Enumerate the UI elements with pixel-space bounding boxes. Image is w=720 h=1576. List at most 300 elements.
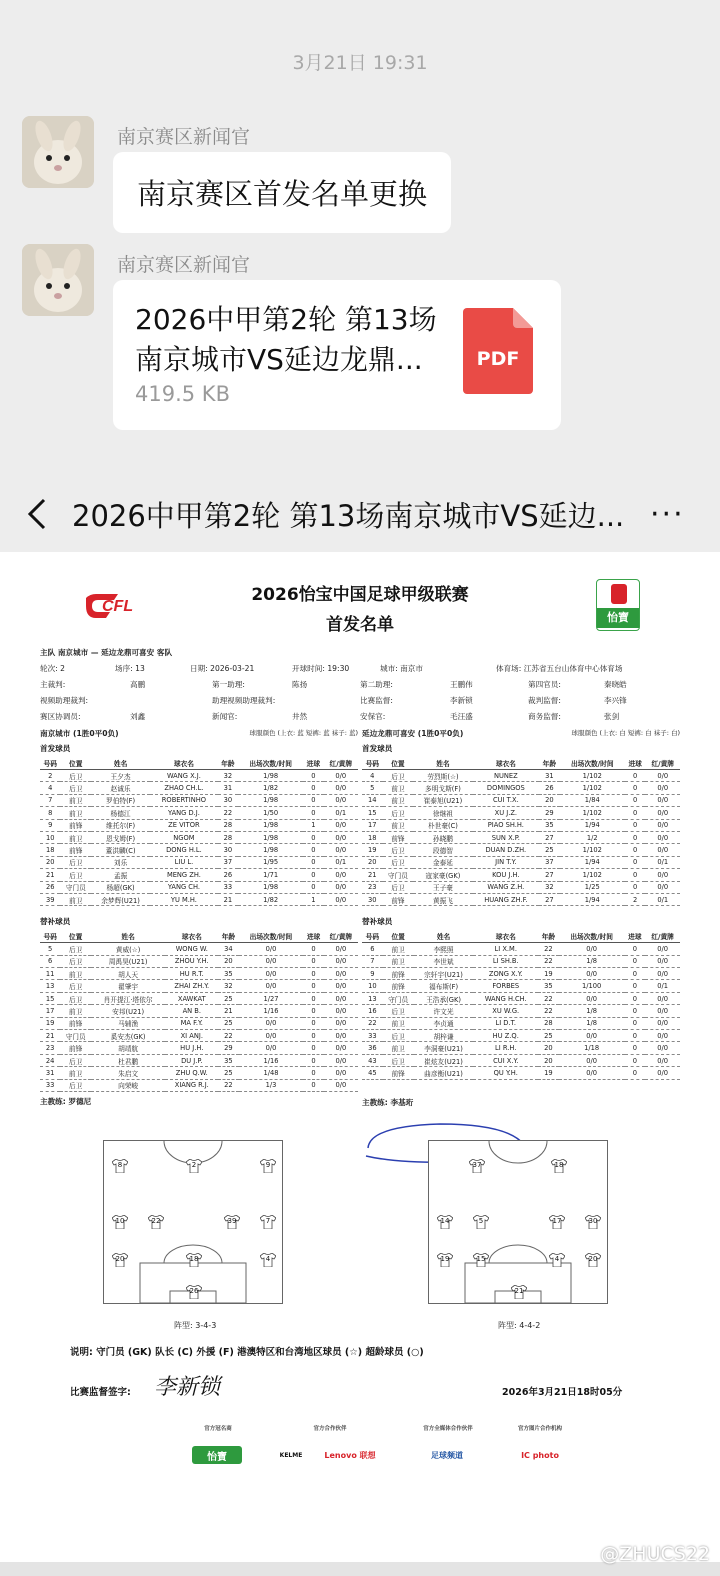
table-cell: 0/0 (324, 893, 358, 905)
table-cell: 32 (218, 770, 238, 782)
message-timestamp: 3月21日 19:31 (292, 52, 428, 74)
info-value: 刘鑫 (130, 712, 146, 721)
table-cell: 4 (362, 770, 383, 782)
table-cell: 25 (218, 992, 238, 1004)
table-row (40, 955, 358, 967)
player-number: 22 (151, 1217, 161, 1225)
table-cell: 7 (40, 794, 60, 806)
table-cell: 后卫 (383, 1030, 414, 1042)
table-cell: 1/98 (238, 844, 303, 856)
table-cell: 1/98 (238, 794, 303, 806)
table-cell: 杨德江 (91, 807, 150, 819)
table-cell: 0 (625, 869, 646, 881)
pitch-player (549, 1215, 565, 1229)
table-cell: 前卫 (60, 807, 91, 819)
table-cell: ZONG X.Y. (473, 968, 538, 980)
file-message-bubble[interactable] (113, 280, 561, 430)
table-cell: 李贞通 (414, 1017, 474, 1029)
table-cell: 0 (625, 1054, 646, 1066)
table-cell: 33 (362, 1030, 383, 1042)
more-icon[interactable]: ··· (650, 497, 685, 532)
pitch-player (437, 1215, 453, 1229)
player-number: 2 (191, 1161, 197, 1169)
table-cell: 后卫 (60, 856, 91, 868)
table-cell: WANG H.CH. (473, 992, 538, 1004)
table-cell: 0 (303, 943, 323, 955)
column-header: 进球 (303, 930, 323, 943)
table-cell: 1/98 (238, 831, 303, 843)
table-cell: 守门员 (60, 1030, 91, 1042)
column-header: 球衣名 (473, 930, 538, 943)
table-cell: 1/82 (238, 893, 303, 905)
legend: 说明: 守门员 (GK) 队长 (C) 外援 (F) 港澳特区和台湾地区球员 (☆) 超龄球员 (○) (70, 1347, 424, 1358)
supervisor-signature: 李新锁 (154, 1375, 221, 1400)
table-cell: 22 (362, 1017, 383, 1029)
table-cell: 1 (303, 893, 323, 905)
table-cell: 维托尔(F) (91, 819, 150, 831)
table-cell: 0/0 (324, 794, 358, 806)
column-header: 号码 (362, 930, 383, 943)
table-cell: 1/8 (559, 1005, 625, 1017)
table-cell: 29 (218, 1042, 238, 1054)
away-team-line: 延边龙鼎可喜安 (1胜0平0负) (362, 729, 464, 738)
table-cell: 27 (539, 893, 560, 905)
info-label: 安保官: (360, 712, 386, 721)
table-cell: 0/0 (324, 881, 358, 893)
table-cell: 0 (625, 1067, 646, 1079)
table-cell: 0 (303, 782, 323, 794)
table-cell: 1/50 (238, 807, 303, 819)
table-cell: 0 (303, 807, 323, 819)
table-row (362, 1030, 680, 1042)
table-cell: 1/102 (560, 770, 625, 782)
home-formation-pitch (103, 1140, 283, 1304)
table-cell: ZHAO CH.L. (150, 782, 218, 794)
table-header (362, 757, 680, 770)
player-number: 20 (115, 1255, 125, 1263)
home-coach-label: 主教练: (40, 1096, 66, 1106)
info-value: 陈扬 (292, 680, 308, 689)
table-cell: FORBES (473, 980, 538, 992)
partner-logo-football-channel: 足球频道 (431, 1450, 463, 1460)
partner-title: 官方冠名商 (204, 1426, 232, 1432)
table-cell: CUI X.Y. (473, 1054, 538, 1066)
table-cell: LIU L. (150, 856, 218, 868)
table-cell: 安邦(U21) (91, 1005, 165, 1017)
pitch-player (260, 1215, 276, 1229)
home-team-line: 南京城市 (1胜0平0负) (40, 729, 119, 738)
column-header: 红/黄牌 (645, 930, 680, 943)
table-cell: 25 (218, 1067, 238, 1079)
table-cell: 10 (362, 980, 383, 992)
table-cell: 1/102 (560, 869, 625, 881)
table-cell: 1/102 (560, 782, 625, 794)
table-cell: 马辅渔 (91, 1017, 165, 1029)
table-cell: SUN X.P. (473, 831, 539, 843)
table-cell: 0/0 (324, 1079, 358, 1091)
table-cell: 劳烈斯(☆) (413, 770, 472, 782)
table-cell: 0/1 (645, 980, 680, 992)
table-cell: 1/102 (560, 807, 625, 819)
table-cell: 21 (218, 893, 238, 905)
viewer-title: 2026中甲第2轮 第13场南京城市VS延边... (72, 499, 625, 533)
table-cell: 许文光 (414, 1005, 474, 1017)
chevron-left-icon[interactable] (22, 494, 52, 534)
table-cell: 向荣峻 (91, 1079, 165, 1091)
pitch-player (112, 1159, 128, 1173)
table-cell: 2 (625, 893, 646, 905)
away-formation: 阵型: 4-4-2 (498, 1321, 541, 1330)
table-cell: 1/98 (238, 770, 303, 782)
column-header: 号码 (40, 757, 60, 770)
table-cell: 1/94 (560, 856, 625, 868)
table-cell: 0/0 (559, 968, 625, 980)
table-cell: 后卫 (60, 1079, 91, 1091)
player-number: 15 (476, 1255, 486, 1263)
table-cell: 0 (303, 1030, 323, 1042)
info-value: 高鹏 (130, 680, 146, 689)
table-cell: 22 (538, 943, 559, 955)
table-cell: 35 (538, 980, 559, 992)
table-cell: 0/0 (645, 844, 680, 856)
table-cell: 前卫 (60, 893, 91, 905)
sender-avatar[interactable] (22, 116, 94, 188)
away-starters-body (362, 770, 680, 906)
table-cell: 0/0 (324, 770, 358, 782)
table-row (40, 844, 358, 856)
table-cell: 4 (40, 782, 60, 794)
table-row (362, 856, 680, 868)
partner-logo-lenovo: Lenovo 联想 (324, 1450, 376, 1460)
table-cell: 24 (40, 1054, 60, 1066)
table-cell: 0/0 (645, 782, 680, 794)
table-cell: 9 (40, 819, 60, 831)
table-cell: AN B. (165, 1005, 218, 1017)
player-number: 20 (588, 1255, 598, 1263)
sponsor-text: 怡寶 (597, 608, 639, 628)
table-cell: 37 (218, 856, 238, 868)
table-cell: WANG X.J. (150, 770, 218, 782)
table-cell: ZHOU Y.H. (165, 955, 218, 967)
table-cell: 0 (625, 1042, 646, 1054)
table-cell: 37 (539, 856, 560, 868)
pitch-player (112, 1215, 128, 1229)
info-value: 井然 (292, 712, 308, 721)
column-header: 红/黄牌 (324, 930, 358, 943)
table-cell: 0/0 (324, 955, 358, 967)
table-row (40, 992, 358, 1004)
table-cell: 13 (40, 980, 60, 992)
table-cell: 0/0 (239, 955, 304, 967)
table-cell: 11 (40, 968, 60, 980)
table-row (362, 968, 680, 980)
table-row (40, 1017, 358, 1029)
info-label: 第二助理: (360, 680, 393, 689)
table-cell: 前卫 (383, 955, 414, 967)
table-row (362, 992, 680, 1004)
table-cell: 1/94 (560, 819, 625, 831)
player-number: 4 (265, 1255, 271, 1263)
table-cell: 21 (218, 1005, 238, 1017)
table-cell: 1/95 (238, 856, 303, 868)
table-cell: 崔泰旭(U21) (413, 794, 472, 806)
table-cell: 23 (362, 881, 383, 893)
table-cell: 1 (303, 819, 323, 831)
table-cell: 曲彦衡(U21) (414, 1067, 474, 1079)
table-cell: 后卫 (383, 881, 414, 893)
table-cell: 0 (625, 770, 646, 782)
table-cell: 25 (218, 1017, 238, 1029)
doc-title: 2026怡宝中国足球甲级联赛 (251, 585, 469, 605)
table-header (40, 757, 358, 770)
column-header: 位置 (383, 930, 414, 943)
table-cell: 0/0 (324, 819, 358, 831)
table-cell: 20 (362, 856, 383, 868)
info-label: 视频助理裁判: (40, 696, 89, 705)
table-cell: 0 (303, 992, 323, 1004)
table-cell: 0/0 (645, 968, 680, 980)
table-cell: 0/0 (645, 1005, 680, 1017)
table-cell: 0/0 (645, 831, 680, 843)
table-cell: 黄振飞 (413, 893, 472, 905)
table-cell: 0 (625, 1030, 646, 1042)
watermark: @ZHUCS22 (600, 1543, 710, 1565)
pitch-player (186, 1253, 202, 1267)
player-number: 30 (588, 1217, 598, 1225)
table-cell: 0 (625, 943, 646, 955)
table-row (362, 881, 680, 893)
table-cell: 孙晓鹏 (413, 831, 472, 843)
column-header: 姓名 (414, 930, 474, 943)
table-cell: 20 (40, 856, 60, 868)
supervisor-label: 比赛监督签字: (70, 1387, 131, 1398)
table-cell: 后卫 (60, 770, 91, 782)
table-cell: 0/0 (645, 869, 680, 881)
table-row (40, 1030, 358, 1042)
table-cell: 15 (40, 992, 60, 1004)
table-cell: YANG D.J. (150, 807, 218, 819)
table-cell: CUI T.X. (473, 794, 539, 806)
pitch-player (585, 1253, 601, 1267)
table-cell: XIANG R.J. (165, 1079, 218, 1091)
table-cell: JIN T.Y. (473, 856, 539, 868)
table-cell: 0/0 (645, 770, 680, 782)
player-number: 5 (478, 1217, 484, 1225)
table-cell: 25 (538, 1030, 559, 1042)
table-cell: 李熙照 (414, 943, 474, 955)
home-starters-label: 首发球员 (40, 744, 71, 753)
column-header: 进球 (625, 930, 646, 943)
table-row (362, 943, 680, 955)
sender-avatar[interactable] (22, 244, 94, 316)
table-cell: 26 (40, 881, 60, 893)
table-cell: 0/0 (645, 1067, 680, 1079)
table-cell: 前卫 (383, 782, 414, 794)
info-match-no: 场序: 13 (115, 664, 145, 673)
table-row (362, 831, 680, 843)
table-cell: 30 (218, 794, 238, 806)
table-cell: 19 (362, 844, 383, 856)
table-cell: 36 (362, 1042, 383, 1054)
table-row (40, 807, 358, 819)
table-cell: 后卫 (60, 869, 91, 881)
table-cell: ZHU Q.W. (165, 1067, 218, 1079)
table-cell: 前锋 (383, 980, 414, 992)
table-cell: 后卫 (383, 844, 414, 856)
table-cell: ZHAI ZH.Y. (165, 980, 218, 992)
away-starters-table (362, 757, 680, 906)
table-cell: 0/0 (239, 943, 304, 955)
table-row (40, 1042, 358, 1054)
table-cell: 0 (303, 1079, 323, 1091)
table-cell: 22 (218, 807, 238, 819)
table-row (362, 782, 680, 794)
table-cell: 福布斯(F) (414, 980, 474, 992)
table-cell: XU J.Z. (473, 807, 539, 819)
table-cell: LI R.H. (473, 1042, 538, 1054)
away-starters-label: 首发球员 (362, 744, 393, 753)
table-cell: 黄威(☆) (91, 943, 165, 955)
info-value: 张剑 (604, 712, 620, 721)
table-cell: 7 (362, 955, 383, 967)
table-cell: 0/0 (324, 943, 358, 955)
table-cell: 前锋 (60, 1042, 91, 1054)
table-cell: 奚安杰(GK) (91, 1030, 165, 1042)
pitch-player (549, 1253, 565, 1267)
table-cell: 周禹昊(U21) (91, 955, 165, 967)
table-cell: 1/94 (560, 893, 625, 905)
table-cell: 0/0 (239, 1030, 304, 1042)
table-cell: 前卫 (60, 831, 91, 843)
table-cell: 0/0 (645, 794, 680, 806)
table-cell: 0 (303, 968, 323, 980)
table-row (40, 968, 358, 980)
table-cell: 28 (538, 1017, 559, 1029)
table-cell: 金泰延 (413, 856, 472, 868)
table-cell: 前卫 (383, 794, 414, 806)
table-cell: 19 (538, 1067, 559, 1079)
table-cell: 0/0 (324, 1054, 358, 1066)
table-cell: 前锋 (383, 893, 414, 905)
table-cell: 董洪麟(C) (91, 844, 150, 856)
table-cell: 0 (625, 807, 646, 819)
pitch-player (469, 1159, 485, 1173)
pdf-document (0, 552, 720, 1562)
table-cell: 王浩承(GK) (414, 992, 474, 1004)
pitch-player (551, 1159, 567, 1173)
table-cell: 0/0 (324, 968, 358, 980)
table-cell: 后卫 (383, 807, 414, 819)
column-header: 红/黄牌 (645, 757, 680, 770)
table-cell: 20 (538, 1054, 559, 1066)
table-cell: YANG CH. (150, 881, 218, 893)
pitch-player (186, 1285, 202, 1299)
signed-at: 2026年3月21日18时05分 (502, 1387, 623, 1398)
player-number: 21 (514, 1287, 524, 1295)
info-date: 日期: 2026-03-21 (190, 664, 255, 673)
table-cell: 0/0 (645, 881, 680, 893)
table-cell: 朱启文 (91, 1067, 165, 1079)
table-cell: 0/0 (645, 819, 680, 831)
table-cell: 1/98 (238, 819, 303, 831)
table-cell: 0 (625, 980, 646, 992)
table-cell: 27 (539, 869, 560, 881)
pitch-player (224, 1215, 240, 1229)
file-size: 419.5 KB (135, 382, 230, 406)
player-number: 14 (440, 1217, 450, 1225)
table-cell: 14 (362, 794, 383, 806)
table-cell: 0/0 (239, 968, 304, 980)
table-cell: 0/0 (645, 955, 680, 967)
table-cell: 前锋 (383, 831, 414, 843)
table-cell: 后卫 (383, 770, 414, 782)
info-label: 助理视频助理裁判: (212, 696, 276, 705)
table-cell: 0/0 (324, 831, 358, 843)
column-header: 球衣名 (473, 757, 539, 770)
table-cell: 0/0 (559, 1030, 625, 1042)
table-cell: 0/0 (645, 1017, 680, 1029)
doc-subtitle: 首发名单 (326, 615, 394, 635)
table-cell: 守门员 (383, 869, 414, 881)
info-value: 秦晓皓 (604, 680, 627, 689)
table-cell: 0/0 (559, 1054, 625, 1066)
player-number: 19 (440, 1255, 450, 1263)
table-cell: XU W.G. (473, 1005, 538, 1017)
info-value: 李兴锋 (604, 696, 627, 705)
table-cell: 1/98 (238, 881, 303, 893)
table-cell: MA F.Y. (165, 1017, 218, 1029)
table-cell: 31 (218, 782, 238, 794)
table-cell: 前卫 (383, 1017, 414, 1029)
table-cell: 段德智 (413, 844, 472, 856)
table-cell: 43 (362, 1054, 383, 1066)
table-cell: 13 (362, 992, 383, 1004)
home-coach: 罗德尼 (68, 1096, 92, 1106)
table-cell: 0/0 (324, 992, 358, 1004)
table-cell: 1/100 (559, 980, 625, 992)
table-cell: 0 (303, 1017, 323, 1029)
table-cell: 后卫 (60, 1054, 91, 1066)
column-header: 号码 (40, 930, 60, 943)
text-message-bubble[interactable] (113, 152, 451, 233)
away-subs-table (362, 930, 680, 1079)
table-cell: 25 (539, 844, 560, 856)
table-cell: ROBERTINHO (150, 794, 218, 806)
table-cell: 0/0 (559, 992, 625, 1004)
table-cell: HU J.H. (165, 1042, 218, 1054)
info-value: 李新锁 (450, 696, 473, 705)
table-cell: 21 (40, 869, 60, 881)
info-value: 王鹏伟 (450, 680, 473, 689)
table-cell: NUNEZ (473, 770, 539, 782)
table-cell: 35 (539, 819, 560, 831)
table-row (40, 881, 358, 893)
table-cell: 1/82 (238, 782, 303, 794)
column-header: 球衣名 (150, 757, 218, 770)
table-cell: DOMINGOS (473, 782, 539, 794)
info-label: 商务监督: (528, 712, 561, 721)
table-cell: 1/16 (239, 1054, 304, 1066)
table-row (40, 1067, 358, 1079)
table-cell: 宗轩宇(U21) (414, 968, 474, 980)
table-cell: 1/2 (560, 831, 625, 843)
table-cell: LI X.M. (473, 943, 538, 955)
table-cell: 后卫 (60, 943, 91, 955)
column-header: 位置 (60, 930, 91, 943)
table-row (40, 856, 358, 868)
table-cell: 22 (538, 955, 559, 967)
pitch-player (473, 1253, 489, 1267)
